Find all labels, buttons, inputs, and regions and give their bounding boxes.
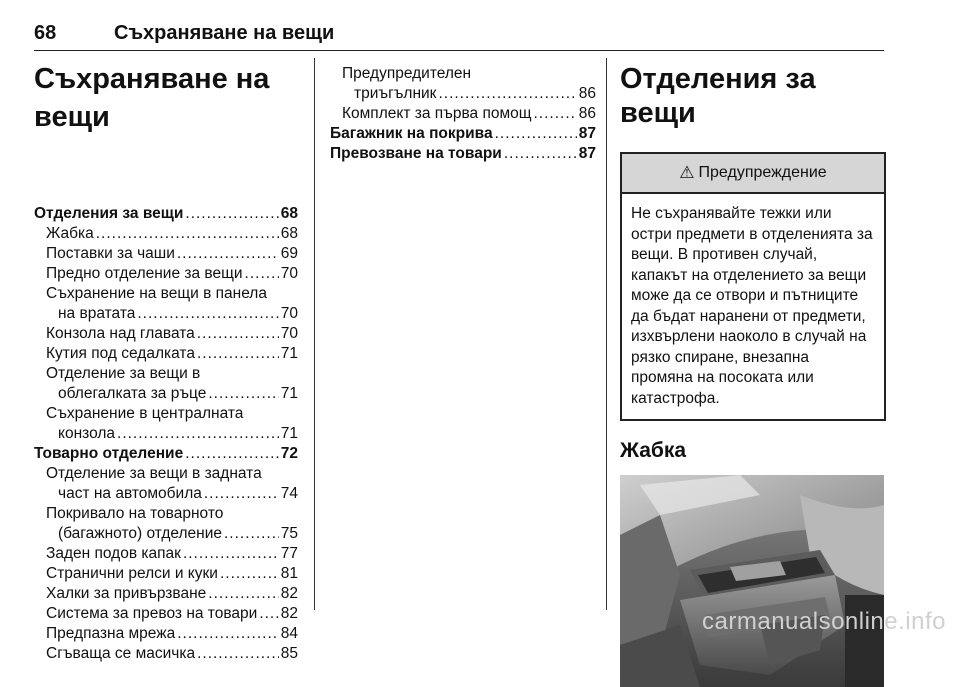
toc-leader-dots: [197, 644, 279, 664]
toc-entry-text: Поставки за чаши: [46, 245, 175, 262]
toc-entry[interactable]: [330, 64, 596, 104]
subsection-title: Жабка: [620, 439, 687, 462]
toc-page-number: 87: [578, 145, 596, 162]
toc-entry[interactable]: [34, 504, 298, 544]
toc-leader-dots: [185, 444, 279, 464]
toc-page-number: 70: [280, 325, 298, 342]
toc-entry-text: триъгълник: [354, 85, 437, 102]
glovebox-photo: [620, 475, 884, 687]
toc-entry-text-line1: Отделение за вещи в: [46, 365, 201, 382]
toc-page-number: 82: [280, 585, 298, 602]
toc-entry[interactable]: [330, 104, 596, 124]
header-divider: [34, 50, 884, 51]
toc-entry-text: Товарно отделение: [34, 445, 184, 462]
toc-entry[interactable]: [34, 624, 298, 644]
toc-leader-dots: [177, 624, 279, 644]
toc-leader-dots: [183, 544, 279, 564]
toc-entry[interactable]: [34, 284, 298, 324]
toc-leader-dots: [185, 204, 278, 224]
toc-entry[interactable]: [34, 344, 298, 364]
toc-page-number: 77: [280, 545, 298, 562]
warning-label: Предупреждение: [698, 164, 827, 181]
toc-entry-text-line1: Предупредителен: [342, 65, 472, 82]
toc-entry-text: Конзола над главата: [46, 325, 195, 342]
toc-entry-text: част на автомобила: [58, 485, 202, 502]
toc-entry-text: облегалката за ръце: [58, 385, 207, 402]
toc-leader-dots: [197, 344, 279, 364]
toc-entry-text: Странични релси и куки: [46, 565, 218, 582]
toc-entry[interactable]: [34, 404, 298, 444]
toc-entry[interactable]: [34, 564, 298, 584]
toc-entry[interactable]: [330, 124, 596, 144]
toc-page-number: 82: [280, 605, 298, 622]
toc-entry-text: Предно отделение за вещи: [46, 265, 243, 282]
toc-leader-dots: [208, 384, 278, 404]
toc-page-number: 74: [280, 485, 298, 502]
toc-leader-dots: [96, 224, 279, 244]
running-title: Съхраняване на вещи: [114, 22, 335, 44]
table-of-contents-continued: [330, 64, 596, 164]
toc-entry[interactable]: [34, 544, 298, 564]
toc-page-number: 71: [280, 385, 298, 402]
toc-entry-text: конзола: [58, 425, 116, 442]
toc-leader-dots: [208, 584, 278, 604]
toc-leader-dots: [197, 324, 279, 344]
toc-page-number: 86: [578, 85, 596, 102]
toc-entry[interactable]: [34, 444, 298, 464]
toc-entry-text: Система за превоз на товари: [46, 605, 258, 622]
toc-page-number: 84: [280, 625, 298, 642]
toc-entry-text: на вратата: [58, 305, 136, 322]
toc-page-number: 68: [280, 205, 298, 222]
toc-entry[interactable]: [34, 464, 298, 504]
toc-entry[interactable]: [34, 224, 298, 244]
toc-page-number: 72: [280, 445, 298, 462]
column-divider-1: [314, 58, 315, 610]
toc-entry-text: Кутия под седалката: [46, 345, 195, 362]
toc-page-number: 68: [280, 225, 298, 242]
toc-entry-text: Комплект за първа помощ: [342, 105, 532, 122]
toc-leader-dots: [117, 424, 279, 444]
toc-entry-text: Превозване на товари: [330, 145, 502, 162]
toc-entry[interactable]: [34, 244, 298, 264]
toc-leader-dots: [224, 524, 279, 544]
toc-leader-dots: [259, 604, 278, 624]
page-number: 68: [34, 22, 57, 44]
toc-page-number: 75: [280, 525, 298, 542]
toc-column-1: [34, 58, 298, 664]
toc-entry-text: Отделения за вещи: [34, 205, 184, 222]
toc-page-number: 69: [280, 245, 298, 262]
toc-page-number: 85: [280, 645, 298, 662]
toc-page-number: 86: [578, 105, 596, 122]
toc-entry-text: Заден подов капак: [46, 545, 181, 562]
content-column: [620, 58, 886, 687]
toc-entry-text: Предпазна мрежа: [46, 625, 176, 642]
column-divider-2: [606, 58, 607, 610]
toc-page-number: 70: [280, 305, 298, 322]
toc-entry-text: (багажното) отделение: [58, 525, 222, 542]
chapter-title-line2: вещи: [34, 101, 110, 133]
toc-leader-dots: [177, 244, 279, 264]
section-title: Отделения за вещи: [620, 63, 816, 129]
table-of-contents: [34, 204, 298, 664]
toc-entry[interactable]: [34, 364, 298, 404]
toc-leader-dots: [534, 104, 577, 124]
chapter-title-line1: Съхраняване на: [34, 63, 270, 95]
toc-leader-dots: [220, 564, 279, 584]
warning-box: [620, 152, 886, 421]
toc-entry[interactable]: [34, 604, 298, 624]
toc-leader-dots: [495, 124, 577, 144]
toc-entry-text-line1: Съхранение в централната: [46, 405, 244, 422]
toc-leader-dots: [438, 84, 576, 104]
toc-entry[interactable]: [330, 144, 596, 164]
toc-entry-text-line1: Покривало на товарното: [46, 505, 224, 522]
toc-page-number: 87: [578, 125, 596, 142]
toc-column-2: [330, 64, 596, 164]
warning-triangle-icon: ⚠: [679, 163, 695, 182]
toc-entry[interactable]: [34, 204, 298, 224]
toc-page-number: 71: [280, 425, 298, 442]
toc-leader-dots: [245, 264, 279, 284]
warning-header: [622, 154, 884, 194]
toc-entry-text-line1: Отделение за вещи в задната: [46, 465, 262, 482]
toc-entry[interactable]: [34, 644, 298, 664]
toc-entry-text-line1: Съхранение на вещи в панела: [46, 285, 267, 302]
toc-page-number: 71: [280, 345, 298, 362]
toc-entry-text: Жабка: [46, 225, 94, 242]
watermark: carmanualsonline.info: [702, 608, 946, 635]
toc-leader-dots: [137, 304, 278, 324]
toc-entry[interactable]: [34, 264, 298, 284]
toc-page-number: 70: [280, 265, 298, 282]
toc-entry-text: Багажник на покрива: [330, 125, 493, 142]
toc-entry[interactable]: [34, 324, 298, 344]
toc-leader-dots: [504, 144, 577, 164]
toc-entry-text: Сгъваща се масичка: [46, 645, 196, 662]
warning-text: Не съхранявайте тежки или остри предмети в отделенията за вещи. В противен случай, капакът на отделението за вещи може да се отвори и пътниците да бъдат наранени от предмети, изхвърлени наоколо в случай на рязко спиране, внезапна промяна на посоката или катастрофа.: [631, 205, 873, 407]
toc-leader-dots: [204, 484, 279, 504]
toc-entry-text: Халки за привързване: [46, 585, 207, 602]
toc-page-number: 81: [280, 565, 298, 582]
toc-entry[interactable]: [34, 584, 298, 604]
